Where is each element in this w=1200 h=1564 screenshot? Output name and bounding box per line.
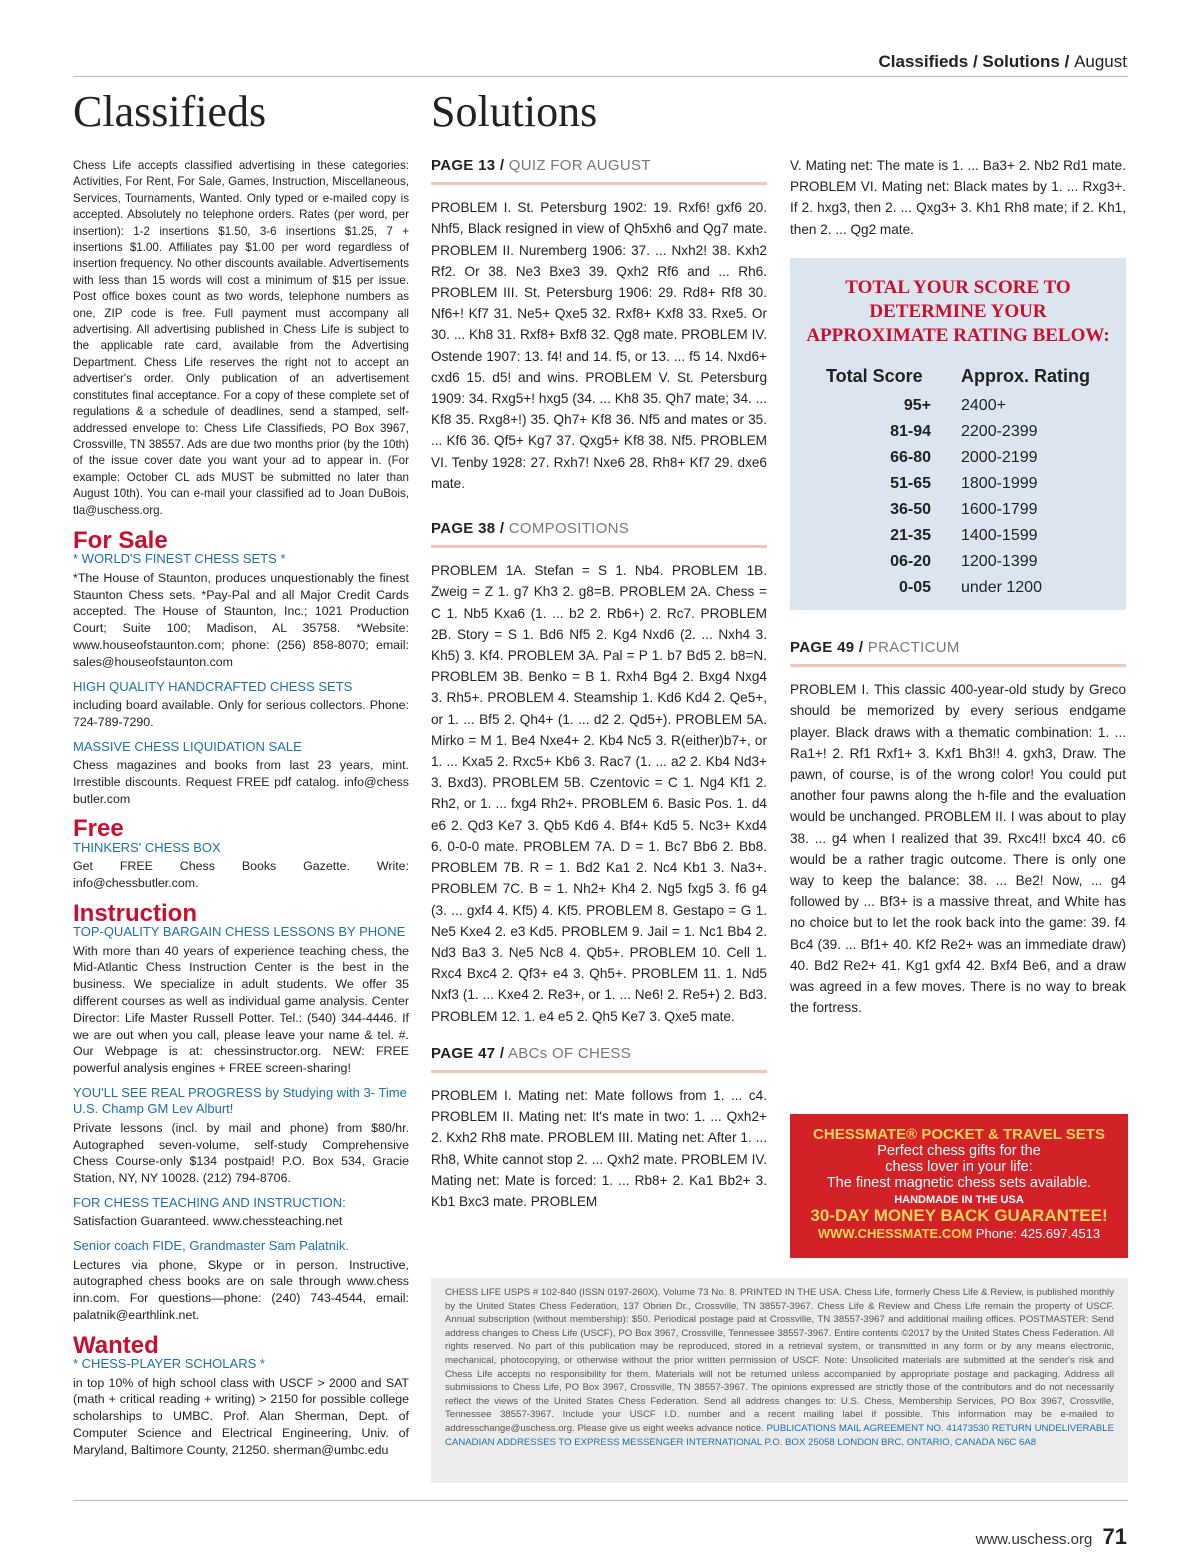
solutions-column-3 (790, 155, 1126, 240)
header-month: August (1074, 52, 1127, 71)
ad-body: Get FREE Chess Books Gazette. Write: info@chessbutler.com. (73, 859, 409, 890)
page-label: PAGE 47 / (431, 1044, 505, 1062)
ad-line: Perfect chess gifts for the (877, 1143, 1041, 1159)
ad-body: Lectures via phone, Skype or in person. Instructive, autographed chess books are on sale through www.chess inn.com. For questions—phone: (240) 743-4544, email: palatnik@earthlink.net. (73, 1257, 409, 1322)
score-row (826, 471, 1090, 497)
page-topic: QUIZ FOR AUGUST (508, 157, 651, 174)
score-row (826, 445, 1090, 471)
ad-body: in top 10% of high school class with USCF > 2000 and SAT (math + critical reading + writing) > 2150 for possible college scholarships to UMBC. Prof. Alan Sherman, Dept. of Computer Science and Electrical Engineering, Univ. of Maryland, Baltimore County, 21250. sherman@umbc.edu (73, 1375, 409, 1457)
ad-guarantee: 30-DAY MONEY BACK GUARANTEE! (810, 1206, 1108, 1225)
score-row (826, 575, 1090, 601)
ad-heading: YOU'LL SEE REAL PROGRESS by Studying with 3- Time U.S. Champ GM Lev Alburt! (73, 1084, 407, 1117)
page-footer (976, 1524, 1127, 1550)
score-heading (790, 276, 1126, 348)
page-49-section (790, 637, 1126, 1018)
rating-range: 2400+ (961, 397, 1006, 414)
header-section: Classifieds / Solutions / (878, 52, 1070, 71)
score-table-header (826, 366, 1090, 393)
page-topic: ABCs OF CHESS (507, 1044, 632, 1062)
section-rule (790, 664, 1126, 667)
header-rule (73, 76, 1128, 77)
ad-body: With more than 40 years of experience teaching chess, the Mid-Atlantic Chess Instruction Center is the best in the business. We specialize in adult students. We offer 35 different courses as well as individual game analysis. Center Director: Life Master Russell Potter. Tel.: (540) 344-4446. If we are out when you call, please leave your name & tel. #. Our Webpage is at: chessinstructor.org. NEW: FREE powerful analysis engines + FREE screen-sharing! (73, 943, 409, 1076)
page-38-heading (431, 518, 767, 539)
score-row (826, 419, 1090, 445)
score-heading-line: TOTAL YOUR SCORE TO (845, 277, 1071, 298)
page-47-solutions: PROBLEM I. Mating net: Mate follows from 1. ... c4. PROBLEM II. Mating net: It's mate in two: 1. ... Qxh2+ 2. Kxh2 Rh8 mate. PROBLEM III. Mating net: After 1. ... Rh8, White cannot stop 2. ... Qxh2 mate. PROBLEM IV. Mating net: Mate is forced: 1. ... Rb8+ 2. Ka1 Bb2+ 3. Kb1 Bxc3 mate. PROBLEM (431, 1087, 767, 1209)
score-range: 0-05 (898, 579, 931, 596)
free-heading: Free (73, 815, 124, 843)
rating-range: under 1200 (961, 579, 1042, 596)
solutions-title: Solutions (431, 87, 598, 136)
ad-line: The finest magnetic chess sets available. (826, 1175, 1092, 1191)
ad-heading: * CHESS-PLAYER SCHOLARS * (73, 1356, 265, 1372)
score-heading-line: APPROXIMATE RATING BELOW: (806, 325, 1110, 346)
ad-heading: TOP-QUALITY BARGAIN CHESS LESSONS BY PHONE (73, 924, 406, 940)
score-row (826, 523, 1090, 549)
rating-column-header: Approx. Rating (961, 366, 1090, 386)
ad-body: *The House of Staunton, produces unquestionably the finest Staunton Chess sets. *Pay-Pal and all Major Credit Cards accepted. The House of Staunton, Inc.; 1021 Production Court; Suite 100; Madison, AL 35758. *Website: www.houseofstaunton.com; phone: (256) 858-8070; email: sales@houseofstaunton.com (73, 570, 409, 669)
ad-heading: THINKERS' CHESS BOX (73, 839, 221, 855)
solutions-column-2 (431, 155, 767, 1212)
footer-website[interactable]: www.uschess.org (975, 1531, 1093, 1548)
page-topic: PRACTICUM (867, 639, 960, 656)
page-label: PAGE 38 / (431, 520, 505, 538)
footer-rule (73, 1500, 1128, 1501)
classifieds-title: Classifieds (73, 87, 267, 136)
ad-title: CHESSMATE® POCKET & TRAVEL SETS (813, 1126, 1105, 1143)
section-rule (431, 1070, 767, 1073)
page-47-solutions-continued: V. Mating net: The mate is 1. ... Ba3+ 2. Nb2 Rd1 mate. PROBLEM VI. Mating net: Black mates by 1. ... Rxg3+. If 2. hxg3, then 2. ... Qxg3+ 3. Kh1 Rh8 mate; if 2. Kh1, then 2. ... Qg2 mate. (790, 158, 1126, 237)
score-row (826, 549, 1090, 575)
score-range: 36-50 (890, 501, 931, 518)
ad-heading: FOR CHESS TEACHING AND INSTRUCTION: (73, 1194, 346, 1210)
score-row (826, 393, 1090, 419)
wanted-heading: Wanted (73, 1331, 159, 1359)
publication-notice (431, 1278, 1128, 1483)
ad-heading: * WORLD'S FINEST CHESS SETS * (73, 551, 286, 567)
score-column-header: Total Score (826, 366, 923, 386)
page-38-solutions: PROBLEM 1A. Stefan = S 1. Nb4. PROBLEM 1B. Zweig = Z 1. g7 Kh3 2. g8=B. PROBLEM 2A. Chess = C 1. Nb5 Kxa6 (1. ... b2 2. Rb6+) 2. Rc7. PROBLEM 2B. Story = S 1. Bd6 Nf5 2. Kg4 Nxd6 (2. ... Nxh4 3. Kh5) 3. Kf4. PROBLEM 3A. Pal = P 1. b7 Bd5 2. b8=N. PROBLEM 3B. Benko = B 1. Rxh4 Bg4 2. Bxg4 Nxg4 3. Rh5+. PROBLEM 4. Steamship 1. Kd6 Kd4 2. Qe5+, or 1. ... Bf5 2. Qh4+ (1. ... d2 2. Qd5+). PROBLEM 5A. Mirko = M 1. Be4 Nxe4+ 2. Kb4 Nc5 3. R(either)b7+, or 1. ... Kxa5 2. Rxc5+ Kb6 3. Rac7 (1. ... a2 2. Kb4 Nd3+ 3. Bxd3). PROBLEM 5B. Czentovic = C 1. Ng4 Kf1 2. Rh2, or 1. ... fxg4 Rh2+. PROBLEM 6. Basic Pos. 1. d4 e6 2. Qd3 Ke7 3. Qb5 Kd6 4. Bf4+ Kd5 5. Nc3+ Kxd4 6. 0-0-0 mate. PROBLEM 7A. D = 1. Bc7 Bb6 2. Bb8. PROBLEM 7B. R = 1. Bd2 Ka1 2. Nc4 Kb1 3. Na3+. PROBLEM 7C. B = 1. Nh2+ Kh4 2. Ng5 fxg5 3. f6 g4 (3. ... gxf4 4. Kf5) 4. Kf5. PROBLEM 8. Gestapo = G 1. Ne5 Kxe4 2. e3 Kd5. PROBLEM 9. Jail = 1. Nc1 Bb4 2. Nd3 Ba3 3. Ne5 Nc8 4. Qb5+. PROBLEM 10. Cell 1. Rxc4 Bxc4 2. Qf3+ e4 3. Qh5+. PROBLEM 11. 1. Nd5 Nxf3 (1. ... Kxe4 2. Re3+, or 1. ... Ne6! 2. Re5+) 2. Bd3. PROBLEM 12. 1. e4 e5 2. Qh5 Ke7 3. Qxe5 mate. (431, 563, 767, 1024)
rating-range: 2000-2199 (961, 449, 1038, 466)
classifieds-column (73, 158, 409, 1459)
ad-heading: HIGH QUALITY HANDCRAFTED CHESS SETS (73, 678, 353, 694)
score-heading-line: DETERMINE YOUR (869, 301, 1047, 322)
score-table (826, 366, 1090, 601)
section-rule (431, 182, 767, 185)
rating-range: 1800-1999 (961, 475, 1038, 492)
classifieds-intro: Chess Life accepts classified advertising in these categories: Activities, For Rent, For Sale, Games, Instruction, Miscellaneous, Services, Tournaments, Wanted. Only typed or e-mailed copy is accepted. Absolutely no telephone orders. Rates (per word, per insertion): 1-2 insertions $1.50, 3-6 insertions $1.25, 7 + insertions $1.00. Affiliates pay $1.00 per word regardless of insertion frequency. No other discounts available. Advertisements with less than 15 words will cost a minimum of $15 per issue. Post office boxes count as two words, telephone numbers as one, ZIP code is free. Full payment must accompany all advertising. All advertising published in Chess Life is subject to the applicable rate card, available from the Advertising Department. Chess Life reserves the right not to accept an advertiser's order. Only publication of an advertisement constitutes final acceptance. For a copy of these complete set of regulations & a schedule of deadlines, send a stamped, self-addressed envelope to: Chess Life Classifieds, PO Box 3967, Crossville, TN 38557. Ads are due two months prior (by the 10th) of the issue cover date you want your ad to appear in. (For example: October CL ads MUST be submitted no later than August 10th). You can e-mail your classified ad to Joan DuBois, tla@uschess.org. (73, 159, 409, 517)
running-header (879, 52, 1128, 72)
rating-range: 1400-1599 (961, 527, 1038, 544)
page-label: PAGE 13 / (431, 157, 505, 174)
page-label: PAGE 49 / (790, 639, 864, 656)
page-13-heading (431, 155, 767, 176)
for-sale-heading: For Sale (73, 526, 168, 554)
ad-body: Satisfaction Guaranteed. www.chessteaching.net (73, 1214, 343, 1229)
ad-phone: Phone: 425.697.4513 (975, 1226, 1101, 1241)
ad-heading: MASSIVE CHESS LIQUIDATION SALE (73, 738, 302, 754)
ad-body: including board available. Only for serious collectors. Phone: 724-789-7290. (73, 697, 409, 729)
page-49-heading (790, 637, 1126, 658)
ad-contact (790, 1226, 1128, 1241)
legal-text: CHESS LIFE USPS # 102-840 (ISSN 0197-260X). Volume 73 No. 8. PRINTED IN THE USA. Chess Life, formerly Chess Life & Review, is published monthly by the United States Chess Federation, 137 Obrien Dr., Crossville, TN 38557-3967. Chess Life & Review and Chess Life remain the property of USCF. Annual subscription (without membership): $50. Periodical postage paid at Crossville, TN 38557-3967 and additional mailing offices. POSTMASTER: Send address changes to Chess Life (USCF), PO Box 3967, Crossville, Tennessee 38557-3967. Entire contents ©2017 by the United States Chess Federation. All rights reserved. No part of this publication may be reproduced, stored in a retrieval system, or transmitted in any form or by any means electronic, mechanical, photocopying, or otherwise without the prior written permission of USCF. Note: Unsolicited materials are submitted at the sender's risk and Chess Life accepts no responsibility for them. Materials will not be returned unless accompanied by appropriate postage and packaging. Address all submissions to Chess Life, PO Box 3967, Crossville, TN 38557-3967. The opinions expressed are strictly those of the contributors and do not necessarily reflect the views of the United States Chess Federation. Send all address changes to: U.S. Chess, Membership Services, PO Box 3967, Crossville, Tennessee 38557-3967. Include your USCF I.D. number and a recent mailing label if possible. This information may be e-mailed to addresschange@uschess.org. Please give us eight weeks advance notice. (445, 1287, 1114, 1434)
section-rule (431, 545, 767, 548)
score-range: 51-65 (890, 475, 931, 492)
rating-range: 1600-1799 (961, 501, 1038, 518)
rating-range: 1200-1399 (961, 553, 1038, 570)
page-47-heading (431, 1043, 767, 1064)
score-range: 66-80 (890, 449, 931, 466)
ad-body: Private lessons (incl. by mail and phone) from $80/hr. Autographed seven-volume, self-study Comprehensive Chess Course-only $134 postpaid! P.O. Box 534, Gracie Station, NY, NY 10028. (212) 794-8706. (73, 1120, 409, 1186)
score-range: 81-94 (890, 423, 931, 440)
score-range: 06-20 (890, 553, 931, 570)
score-row (826, 497, 1090, 523)
ad-line: chess lover in your life: (885, 1159, 1033, 1175)
page-13-solutions: PROBLEM I. St. Petersburg 1902: 19. Rxf6! gxf6 20. Nhf5, Black resigned in view of Qh5xh6 and Qg7 mate. PROBLEM II. Nuremberg 1906: 37. ... Nxh2! 38. Kxh2 Rf2. Or 38. Ne3 Bxe3 39. Qxh2 Rf6 and ... Rh6. PROBLEM III. St. Petersburg 1906: 29. Rd8+ Rf8 30. Nf6+! Kf7 31. Ne5+ Qxe5 32. Rxf8+ Kxf8 33. Rxe5. Or 30. ... Kh8 31. Rxf8+ Bxf8 32. Qg8 mate. PROBLEM IV. Ostende 1907: 13. f4! and 14. f5, or 13. ... f5 14. Nxd6+ cxd6 15. d5! and wins. PROBLEM V. St. Petersburg 1909: 34. Rxg5+! hxg5 (34. ... Kh8 35. Qh7 mate; 34. ... Kf8 35. Rxg8+!) 35. Qh7+ Kf8 36. Nf5 and mates or 35. ... Kf6 36. Qf5+ Kg7 37. Qxg5+ Kf8 38. Nf5. PROBLEM VI. Tenby 1928: 27. Rxh7! Nxe6 28. Rh8+ Kf7 29. dxe6 mate. (431, 200, 767, 491)
ad-website-link[interactable]: WWW.CHESSMATE.COM (817, 1226, 973, 1241)
ad-handmade: HANDMADE IN THE USA (894, 1194, 1024, 1206)
ad-body: Chess magazines and books from last 23 years, mint. Irrestible discounts. Request FREE pdf catalog. info@chess butler.com (73, 757, 409, 806)
rating-range: 2200-2399 (961, 423, 1038, 440)
score-range: 95+ (903, 397, 931, 414)
score-rating-box (790, 258, 1126, 610)
page-topic: COMPOSITIONS (508, 520, 630, 538)
chessmate-advertisement[interactable] (790, 1114, 1128, 1258)
score-range: 21-35 (890, 527, 931, 544)
instruction-heading: Instruction (73, 899, 197, 927)
ad-heading: Senior coach FIDE, Grandmaster Sam Palatnik. (73, 1238, 350, 1254)
page-49-solutions: PROBLEM I. This classic 400-year-old study by Greco should be memorized by every serious endgame player. Black draws with a thematic combination: 1. ... Ra1+! 2. Rf1 Rxf1+ 3. Kxf1 Bh3!! 4. gxh3, Draw. The pawn, of course, is of the wrong color! You could put another four pawns along the h-file and the evaluation would be unchanged. PROBLEM II. I was about to play 38. ... g4 when I realized that 39. Rxc4!! bxc4 40. c6 would be a rather tragic outcome. There is only one way to keep the balance: 38. ... Be2! Now, ... g4 followed by ... Bf3+ is a massive threat, and White has no choice but to let the rook back into the game: 39. f4 Bc4 (39. ... Bf1+ 40. Kf2 Re2+ was an immediate draw) 40. Bd2 Re2+ 41. Kg1 gxf4 42. Bxf4 Be6, and a draw was agreed in a few moves. There is no way to break the fortress. (790, 682, 1126, 1016)
mail-agreement: PUBLICATIONS MAIL AGREEMENT NO. 41473530 RETURN UNDELIVERABLE CANADIAN ADDRESSES TO EXPRESS MESSENGER INTERNATIONAL P.O. BOX 25058 LONDON BRC, ONTARIO, CANADA N6C 6A8 (445, 1422, 1115, 1448)
page-number: 71 (1102, 1524, 1127, 1549)
